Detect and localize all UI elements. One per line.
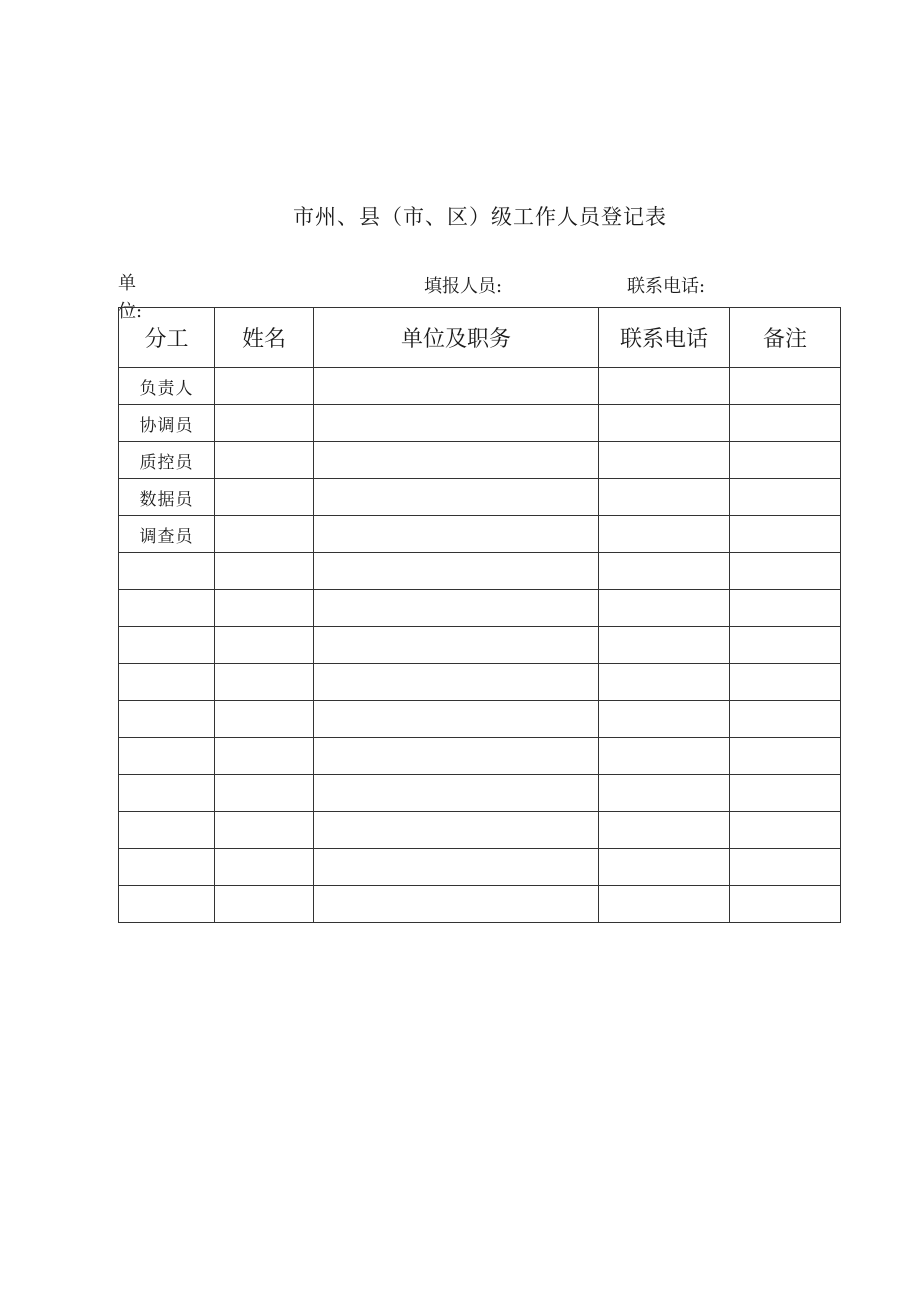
unit-position-cell[interactable] <box>314 738 599 775</box>
unit-position-cell[interactable] <box>314 775 599 812</box>
unit-position-cell[interactable] <box>314 442 599 479</box>
unit-position-cell[interactable] <box>314 627 599 664</box>
role-cell[interactable]: 质控员 <box>119 442 215 479</box>
column-header-unit-position: 单位及职务 <box>314 308 599 368</box>
role-cell[interactable]: 协调员 <box>119 405 215 442</box>
table-header-row <box>119 308 841 368</box>
phone-cell[interactable] <box>599 627 730 664</box>
remarks-cell[interactable] <box>730 405 841 442</box>
role-cell[interactable]: 负责人 <box>119 368 215 405</box>
table-row <box>119 775 841 812</box>
table-row <box>119 405 841 442</box>
unit-position-cell[interactable] <box>314 516 599 553</box>
remarks-cell[interactable] <box>730 886 841 923</box>
name-cell[interactable] <box>215 812 314 849</box>
name-cell[interactable] <box>215 553 314 590</box>
remarks-cell[interactable] <box>730 775 841 812</box>
name-cell[interactable] <box>215 738 314 775</box>
remarks-cell[interactable] <box>730 738 841 775</box>
role-cell[interactable] <box>119 849 215 886</box>
role-cell[interactable] <box>119 590 215 627</box>
name-cell[interactable] <box>215 368 314 405</box>
phone-cell[interactable] <box>599 553 730 590</box>
unit-position-cell[interactable] <box>314 590 599 627</box>
unit-position-cell[interactable] <box>314 479 599 516</box>
name-cell[interactable] <box>215 516 314 553</box>
name-cell[interactable] <box>215 849 314 886</box>
registration-table <box>118 307 841 923</box>
phone-cell[interactable] <box>599 590 730 627</box>
table-row <box>119 368 841 405</box>
column-header-name: 姓名 <box>215 308 314 368</box>
table-row <box>119 442 841 479</box>
remarks-cell[interactable] <box>730 553 841 590</box>
table-row <box>119 479 841 516</box>
phone-cell[interactable] <box>599 479 730 516</box>
remarks-cell[interactable] <box>730 664 841 701</box>
phone-cell[interactable] <box>599 405 730 442</box>
table-row <box>119 627 841 664</box>
remarks-cell[interactable] <box>730 368 841 405</box>
table-row <box>119 812 841 849</box>
name-cell[interactable] <box>215 886 314 923</box>
role-cell[interactable] <box>119 738 215 775</box>
role-cell[interactable] <box>119 775 215 812</box>
name-cell[interactable] <box>215 701 314 738</box>
reporter-label: 填报人员: <box>424 276 503 297</box>
table-row <box>119 701 841 738</box>
unit-position-cell[interactable] <box>314 812 599 849</box>
remarks-cell[interactable] <box>730 590 841 627</box>
phone-cell[interactable] <box>599 812 730 849</box>
remarks-cell[interactable] <box>730 516 841 553</box>
name-cell[interactable] <box>215 664 314 701</box>
name-cell[interactable] <box>215 627 314 664</box>
phone-cell[interactable] <box>599 775 730 812</box>
unit-position-cell[interactable] <box>314 368 599 405</box>
remarks-cell[interactable] <box>730 442 841 479</box>
phone-cell[interactable] <box>599 738 730 775</box>
remarks-cell[interactable] <box>730 479 841 516</box>
remarks-cell[interactable] <box>730 701 841 738</box>
remarks-cell[interactable] <box>730 812 841 849</box>
unit-position-cell[interactable] <box>314 664 599 701</box>
phone-cell[interactable] <box>599 442 730 479</box>
column-header-phone: 联系电话 <box>599 308 730 368</box>
table-row <box>119 849 841 886</box>
table-row <box>119 738 841 775</box>
unit-position-cell[interactable] <box>314 553 599 590</box>
unit-position-cell[interactable] <box>314 886 599 923</box>
phone-label: 联系电话: <box>627 276 706 297</box>
remarks-cell[interactable] <box>730 627 841 664</box>
phone-cell[interactable] <box>599 664 730 701</box>
role-cell[interactable] <box>119 627 215 664</box>
phone-cell[interactable] <box>599 368 730 405</box>
phone-cell[interactable] <box>599 849 730 886</box>
unit-position-cell[interactable] <box>314 849 599 886</box>
document-title: 市州、县（市、区）级工作人员登记表 <box>293 205 667 229</box>
phone-cell[interactable] <box>599 886 730 923</box>
column-header-role: 分工 <box>119 308 215 368</box>
unit-position-cell[interactable] <box>314 701 599 738</box>
remarks-cell[interactable] <box>730 849 841 886</box>
role-cell[interactable]: 调查员 <box>119 516 215 553</box>
table-body <box>119 368 841 923</box>
role-cell[interactable] <box>119 812 215 849</box>
role-cell[interactable] <box>119 886 215 923</box>
unit-label: 单位: <box>118 273 143 322</box>
phone-cell[interactable] <box>599 701 730 738</box>
table-row <box>119 590 841 627</box>
role-cell[interactable] <box>119 664 215 701</box>
name-cell[interactable] <box>215 405 314 442</box>
column-header-remarks: 备注 <box>730 308 841 368</box>
role-cell[interactable] <box>119 553 215 590</box>
phone-cell[interactable] <box>599 516 730 553</box>
table-row <box>119 516 841 553</box>
table-row <box>119 553 841 590</box>
name-cell[interactable] <box>215 442 314 479</box>
unit-position-cell[interactable] <box>314 405 599 442</box>
role-cell[interactable] <box>119 701 215 738</box>
name-cell[interactable] <box>215 590 314 627</box>
table-row <box>119 886 841 923</box>
name-cell[interactable] <box>215 479 314 516</box>
name-cell[interactable] <box>215 775 314 812</box>
role-cell[interactable]: 数据员 <box>119 479 215 516</box>
table-row <box>119 664 841 701</box>
